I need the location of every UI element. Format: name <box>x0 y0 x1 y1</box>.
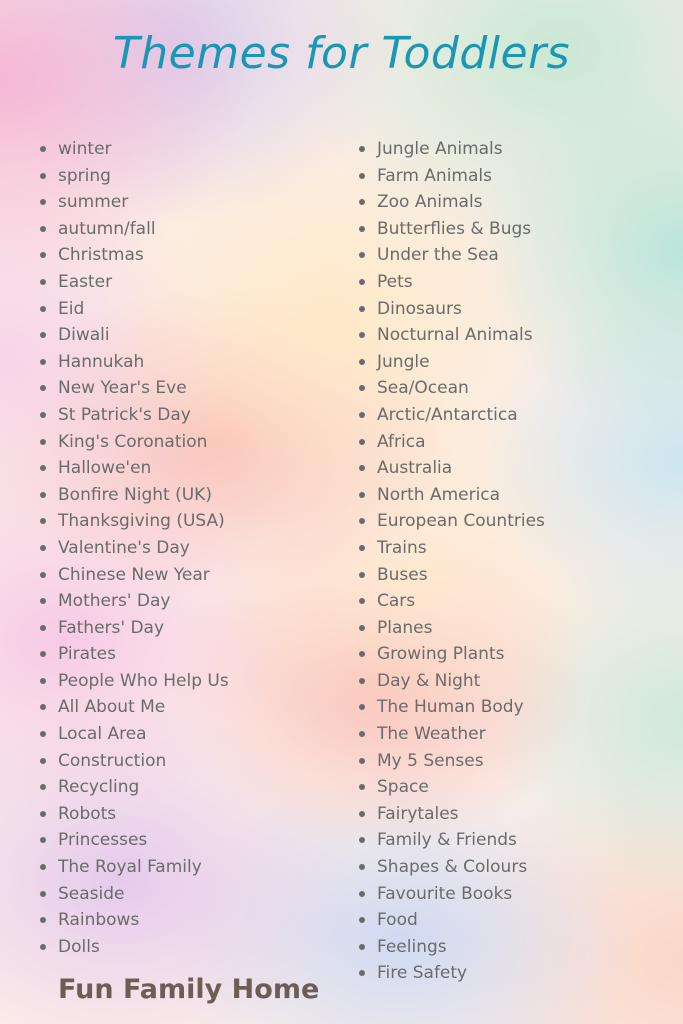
bullet-icon <box>40 678 46 684</box>
list-item <box>38 322 229 349</box>
list-item <box>357 429 545 456</box>
list-item <box>357 641 545 668</box>
bullet-icon <box>40 146 46 152</box>
bullet-icon <box>359 199 365 205</box>
list-item-label: King's Coronation <box>58 431 208 452</box>
bullet-icon <box>40 518 46 524</box>
list-item <box>38 854 229 881</box>
list-item <box>357 508 545 535</box>
bullet-icon <box>359 146 365 152</box>
list-item <box>357 668 545 695</box>
list-item <box>357 562 545 589</box>
list-item-label: New Year's Eve <box>58 378 187 399</box>
list-item <box>38 136 229 163</box>
list-item <box>357 375 545 402</box>
list-item-label: Zoo Animals <box>377 192 483 213</box>
list-item-label: Christmas <box>58 245 144 266</box>
bullet-icon <box>359 970 365 976</box>
list-item-label: Farm Animals <box>377 165 492 186</box>
bullet-icon <box>359 625 365 631</box>
list-item <box>357 721 545 748</box>
list-item-label: Cars <box>377 591 416 612</box>
list-item-label: Mothers' Day <box>58 591 171 612</box>
list-item-label: Favourite Books <box>377 883 513 904</box>
list-item <box>38 375 229 402</box>
page-title: Themes for Toddlers <box>112 28 571 79</box>
list-item <box>38 429 229 456</box>
bullet-icon <box>359 279 365 285</box>
bullet-icon <box>40 226 46 232</box>
right-theme-list <box>357 136 545 987</box>
list-item <box>357 349 545 376</box>
list-item-label: The Human Body <box>377 697 524 718</box>
list-item <box>38 242 229 269</box>
bullet-icon <box>359 465 365 471</box>
list-item-label: winter <box>58 139 112 159</box>
list-item <box>357 907 545 934</box>
list-item-label: Princesses <box>58 830 148 851</box>
list-item-label: Fairytales <box>377 803 459 824</box>
list-item <box>357 189 545 216</box>
bullet-icon <box>359 678 365 684</box>
bullet-icon <box>359 891 365 897</box>
bullet-icon <box>40 944 46 950</box>
list-item <box>38 827 229 854</box>
list-item-label: Local Area <box>58 724 147 745</box>
list-item-label: spring <box>58 165 111 186</box>
list-item <box>357 934 545 961</box>
list-item <box>38 216 229 243</box>
list-item-label: Under the Sea <box>377 245 499 266</box>
list-item-label: Shapes & Colours <box>377 857 528 878</box>
list-item <box>357 535 545 562</box>
bullet-icon <box>359 784 365 790</box>
bullet-icon <box>359 811 365 817</box>
bullet-icon <box>40 545 46 551</box>
list-item-label: Construction <box>58 750 167 771</box>
list-item <box>357 748 545 775</box>
list-item-label: Eid <box>58 298 85 319</box>
list-item <box>357 615 545 642</box>
bullet-icon <box>40 252 46 258</box>
list-item-label: All About Me <box>58 697 166 718</box>
bullet-icon <box>359 651 365 657</box>
list-item-label: Nocturnal Animals <box>377 325 533 346</box>
bullet-icon <box>40 439 46 445</box>
list-item-label: autumn/fall <box>58 218 156 239</box>
bullet-icon <box>40 332 46 338</box>
list-item-label: Seaside <box>58 883 125 904</box>
bullet-icon <box>359 518 365 524</box>
list-item-label: Easter <box>58 271 113 292</box>
list-item-label: European Countries <box>377 511 545 532</box>
list-item-label: Pets <box>377 271 413 292</box>
bullet-icon <box>359 412 365 418</box>
bullet-icon <box>359 837 365 843</box>
bullet-icon <box>40 651 46 657</box>
bullet-icon <box>359 944 365 950</box>
list-item-label: Space <box>377 777 429 798</box>
bullet-icon <box>359 173 365 179</box>
list-item <box>38 668 229 695</box>
list-item <box>357 774 545 801</box>
list-item <box>357 801 545 828</box>
list-item <box>38 881 229 908</box>
list-item <box>38 455 229 482</box>
bullet-icon <box>359 492 365 498</box>
bullet-icon <box>359 545 365 551</box>
list-item <box>38 721 229 748</box>
list-item-label: Day & Night <box>377 670 481 691</box>
bullet-icon <box>359 572 365 578</box>
list-item <box>38 296 229 323</box>
list-item <box>38 907 229 934</box>
list-item <box>357 216 545 243</box>
list-item-label: Diwali <box>58 325 110 346</box>
list-item <box>357 694 545 721</box>
bullet-icon <box>359 917 365 923</box>
bullet-icon <box>40 279 46 285</box>
list-item-label: Fathers' Day <box>58 617 165 638</box>
list-item <box>357 854 545 881</box>
list-item <box>38 748 229 775</box>
list-item <box>38 801 229 828</box>
list-item-label: Hannukah <box>58 351 145 372</box>
list-item-label: Thanksgiving (USA) <box>58 511 225 532</box>
list-item-label: Sea/Ocean <box>377 378 469 399</box>
list-item-label: Fire Safety <box>377 963 468 984</box>
list-item-label: Bonfire Night (UK) <box>58 484 212 505</box>
list-item <box>38 588 229 615</box>
bullet-icon <box>40 811 46 817</box>
list-item-label: Recycling <box>58 777 140 798</box>
bullet-icon <box>40 385 46 391</box>
list-item <box>357 136 545 163</box>
list-item <box>38 641 229 668</box>
list-item-label: Africa <box>377 431 426 452</box>
list-item <box>357 242 545 269</box>
list-item <box>38 694 229 721</box>
bullet-icon <box>40 864 46 870</box>
bullet-icon <box>40 731 46 737</box>
list-item-label: Dolls <box>58 936 100 957</box>
bullet-icon <box>359 306 365 312</box>
list-item <box>38 508 229 535</box>
list-item-label: The Royal Family <box>58 857 202 878</box>
bullet-icon <box>40 465 46 471</box>
list-item <box>38 189 229 216</box>
list-item <box>357 296 545 323</box>
bullet-icon <box>359 359 365 365</box>
bullet-icon <box>40 917 46 923</box>
list-item <box>38 615 229 642</box>
list-item <box>38 535 229 562</box>
bullet-icon <box>40 891 46 897</box>
list-item <box>38 269 229 296</box>
list-item <box>357 163 545 190</box>
bullet-icon <box>40 598 46 604</box>
list-item-label: Dinosaurs <box>377 298 462 319</box>
list-item-label: The Weather <box>377 724 486 745</box>
list-item <box>38 562 229 589</box>
list-item <box>38 349 229 376</box>
list-item <box>38 482 229 509</box>
list-item <box>357 881 545 908</box>
list-item <box>357 960 545 987</box>
left-theme-list <box>38 136 229 960</box>
bullet-icon <box>359 758 365 764</box>
list-item <box>38 774 229 801</box>
bullet-icon <box>40 704 46 710</box>
list-item-label: Robots <box>58 803 117 824</box>
list-item-label: Jungle Animals <box>377 139 503 159</box>
list-item-label: Hallowe'en <box>58 458 152 479</box>
list-item <box>357 322 545 349</box>
bullet-icon <box>40 837 46 843</box>
list-item-label: Australia <box>377 458 453 479</box>
list-item-label: Food <box>377 910 418 931</box>
list-item-label: Arctic/Antarctica <box>377 404 518 425</box>
list-item-label: Trains <box>377 537 427 558</box>
list-item <box>357 269 545 296</box>
bullet-icon <box>359 385 365 391</box>
bullet-icon <box>40 625 46 631</box>
bullet-icon <box>359 332 365 338</box>
list-item-label: North America <box>377 484 501 505</box>
list-item <box>357 827 545 854</box>
list-item-label: Butterflies & Bugs <box>377 218 532 239</box>
bullet-icon <box>40 758 46 764</box>
bullet-icon <box>359 252 365 258</box>
list-item-label: St Patrick's Day <box>58 404 191 425</box>
list-item-label: Feelings <box>377 936 447 957</box>
list-item-label: summer <box>58 192 129 213</box>
bullet-icon <box>40 359 46 365</box>
bullet-icon <box>359 226 365 232</box>
list-item <box>357 588 545 615</box>
bullet-icon <box>40 492 46 498</box>
list-item <box>38 402 229 429</box>
list-item-label: Valentine's Day <box>58 537 190 558</box>
bullet-icon <box>359 439 365 445</box>
list-item <box>38 934 229 961</box>
bullet-icon <box>359 598 365 604</box>
bullet-icon <box>40 572 46 578</box>
bullet-icon <box>40 173 46 179</box>
bullet-icon <box>40 412 46 418</box>
bullet-icon <box>40 784 46 790</box>
list-item-label: Pirates <box>58 644 116 665</box>
list-item-label: People Who Help Us <box>58 670 229 691</box>
bullet-icon <box>40 306 46 312</box>
list-item-label: Jungle <box>377 351 430 372</box>
list-item-label: Chinese New Year <box>58 564 210 585</box>
list-item-label: Planes <box>377 617 433 638</box>
list-item-label: Buses <box>377 564 428 585</box>
bullet-icon <box>359 864 365 870</box>
list-item-label: Family & Friends <box>377 830 517 851</box>
brand-name: Fun Family Home <box>58 974 320 1005</box>
list-item-label: Rainbows <box>58 910 140 931</box>
bullet-icon <box>40 199 46 205</box>
list-item <box>357 482 545 509</box>
list-item <box>357 455 545 482</box>
list-item-label: My 5 Senses <box>377 750 484 771</box>
list-item <box>357 402 545 429</box>
list-item <box>38 163 229 190</box>
list-item-label: Growing Plants <box>377 644 505 665</box>
bullet-icon <box>359 731 365 737</box>
bullet-icon <box>359 704 365 710</box>
